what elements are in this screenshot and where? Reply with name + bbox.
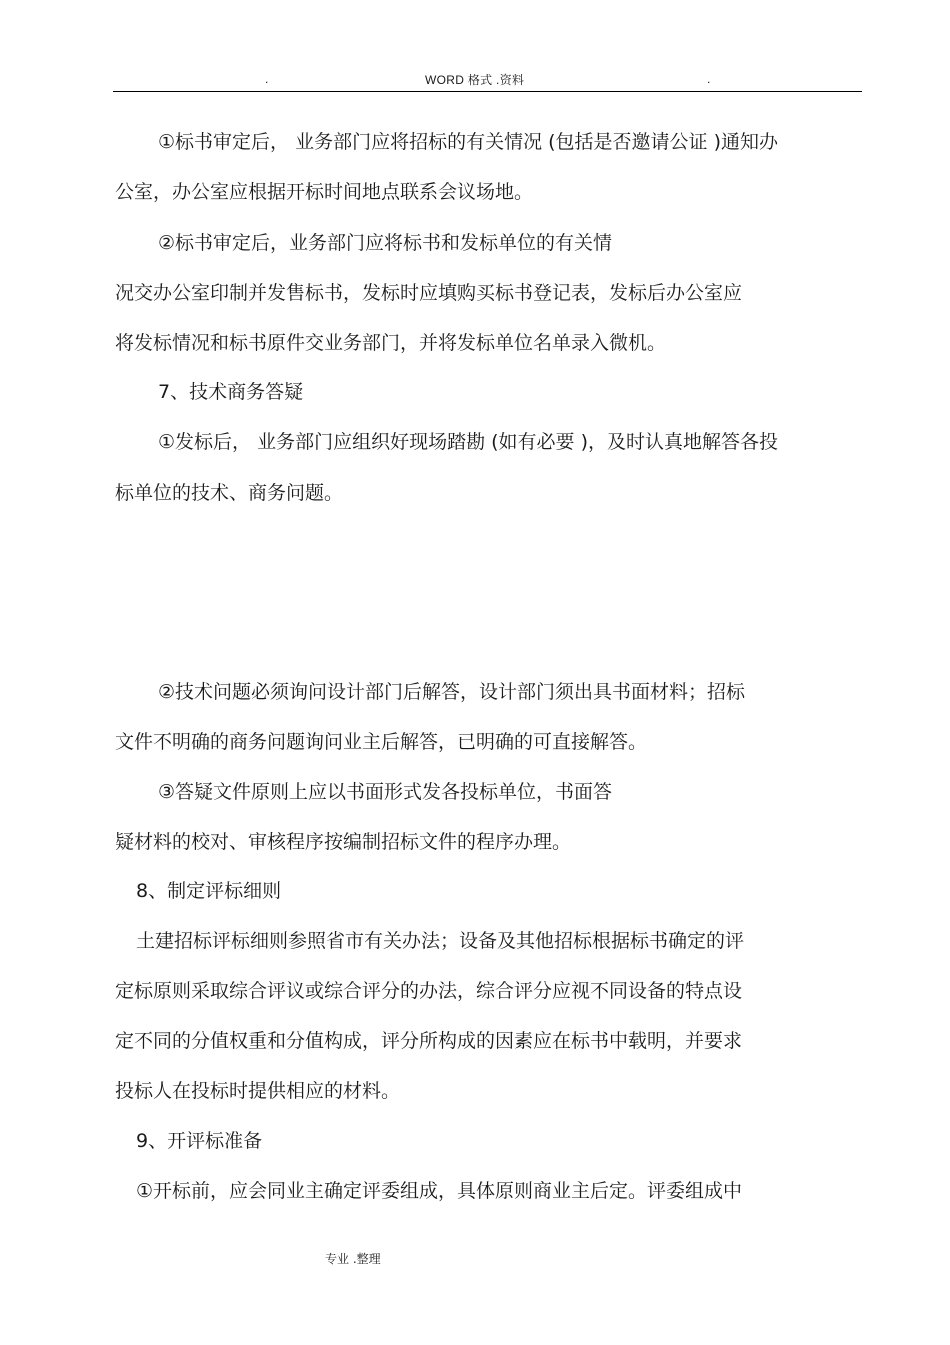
paragraph-line: 况交办公室印制并发售标书，发标时应填购买标书登记表，发标后办公室应 <box>115 282 743 304</box>
page-header <box>113 66 862 92</box>
paragraph-line: 疑材料的校对、审核程序按编制招标文件的程序办理。 <box>115 831 572 853</box>
section-heading: 7、技术商务答疑 <box>158 381 304 403</box>
section-heading: 9、开评标准备 <box>136 1130 263 1152</box>
paragraph-line: 投标人在投标时提供相应的材料。 <box>115 1080 401 1102</box>
paragraph-line: 公室，办公室应根据开标时间地点联系会议场地。 <box>115 181 534 203</box>
paragraph-line: ①标书审定后， 业务部门应将招标的有关情况 (包括是否邀请公证 )通知办 <box>158 131 778 153</box>
paragraph-line: 文件不明确的商务问题询问业主后解答，已明确的可直接解答。 <box>115 731 648 753</box>
paragraph-line: 定标原则采取综合评议或综合评分的办法，综合评分应视不同设备的特点设 <box>115 980 743 1002</box>
paragraph-line: ②技术问题必须询问设计部门后解答，设计部门须出具书面材料；招标 <box>158 681 746 703</box>
paragraph-line: 定不同的分值权重和分值构成，评分所构成的因素应在标书中载明，并要求 <box>115 1030 743 1052</box>
paragraph-line: 标单位的技术、商务问题。 <box>115 482 344 504</box>
paragraph-line: 将发标情况和标书原件交业务部门，并将发标单位名单录入微机。 <box>115 332 667 354</box>
paragraph-line: 土建招标评标细则参照省市有关办法；设备及其他招标根据标书确定的评 <box>136 930 745 952</box>
header-title: WORD 格式 .资料 <box>425 73 525 87</box>
header-dot-right: . <box>707 72 711 86</box>
paragraph-line: ②标书审定后，业务部门应将标书和发标单位的有关情 <box>158 232 613 254</box>
paragraph-line: ①开标前，应会同业主确定评委组成，具体原则商业主后定。评委组成中 <box>136 1180 743 1202</box>
page-footer: 专业 .整理 <box>325 1252 381 1266</box>
header-divider <box>113 91 862 92</box>
section-heading: 8、制定评标细则 <box>136 880 282 902</box>
paragraph-line: ③答疑文件原则上应以书面形式发各投标单位，书面答 <box>158 781 613 803</box>
header-dot-left: . <box>265 72 269 86</box>
paragraph-line: ①发标后， 业务部门应组织好现场踏勘 (如有必要 )，及时认真地解答各投 <box>158 431 778 453</box>
